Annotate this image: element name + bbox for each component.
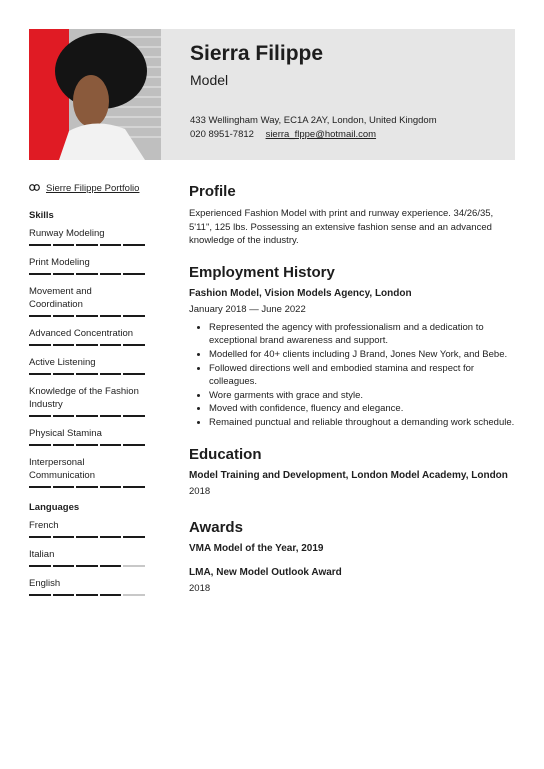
profile-text: Experienced Fashion Model with print and runway experience. 34/26/35, 5'11", 125 lbs. Possessing an extensive fashion sense and an advanced knowledge of the industry.	[189, 208, 494, 247]
level-segment	[123, 536, 145, 538]
level-segment	[29, 486, 51, 488]
skill-item	[29, 456, 145, 488]
level-segment	[100, 315, 122, 317]
skill-item	[29, 256, 145, 275]
level-segment	[76, 565, 98, 567]
level-segment	[123, 373, 145, 375]
level-segment	[100, 444, 122, 446]
header	[161, 29, 515, 160]
level-segment	[76, 415, 98, 417]
person-name: Sierra Filippe	[190, 42, 324, 65]
level-segment	[123, 344, 145, 346]
level-segment	[100, 415, 122, 417]
level-segment	[76, 244, 98, 246]
language-item	[29, 577, 145, 596]
level-segment	[53, 444, 75, 446]
level-bar	[29, 444, 145, 446]
skill-item-label: Print Modeling	[29, 257, 90, 268]
skills-heading: Skills	[29, 210, 54, 221]
job-dates: January 2018 — June 2022	[189, 303, 306, 315]
portfolio-link[interactable]	[29, 183, 145, 194]
level-bar	[29, 594, 145, 596]
level-segment	[29, 536, 51, 538]
level-bar	[29, 273, 145, 275]
link-icon	[29, 183, 40, 194]
level-bar	[29, 344, 145, 346]
level-segment	[53, 415, 75, 417]
level-segment	[76, 273, 98, 275]
skill-item	[29, 327, 145, 346]
level-bar	[29, 315, 145, 317]
language-item	[29, 548, 145, 567]
award-entry: LMA, New Model Outlook Award	[189, 566, 342, 578]
level-segment	[29, 315, 51, 317]
level-segment	[100, 344, 122, 346]
skill-item	[29, 285, 145, 317]
level-segment	[100, 244, 122, 246]
level-segment	[100, 594, 122, 596]
level-bar	[29, 486, 145, 488]
level-segment	[53, 373, 75, 375]
level-segment	[29, 415, 51, 417]
level-segment	[76, 373, 98, 375]
contact-line	[190, 129, 376, 140]
level-segment	[100, 486, 122, 488]
level-segment	[123, 315, 145, 317]
level-segment	[76, 344, 98, 346]
list-item: • Followed directions well and embodied stamina and respect for colleagues.	[209, 362, 515, 389]
education-heading: Education	[189, 445, 262, 463]
language-item	[29, 519, 145, 538]
level-bar	[29, 373, 145, 375]
languages-list	[29, 519, 145, 596]
level-segment	[76, 594, 98, 596]
sidebar	[29, 183, 145, 606]
skill-item-label: Physical Stamina	[29, 428, 102, 439]
employment-heading: Employment History	[189, 263, 335, 281]
education-entry: Model Training and Development, London Model Academy, London	[189, 469, 508, 481]
level-segment	[100, 536, 122, 538]
level-segment	[76, 444, 98, 446]
award-year: 2018	[189, 582, 211, 594]
level-segment	[100, 373, 122, 375]
level-segment	[53, 565, 75, 567]
list-item: • Remained punctual and reliable throughout a demanding work schedule.	[209, 416, 515, 430]
level-segment	[123, 444, 145, 446]
level-segment	[29, 565, 51, 567]
level-segment	[76, 536, 98, 538]
list-item: • Wore garments with grace and style.	[209, 389, 515, 403]
list-item: • Represented the agency with professionalism and a dedication to exceptional brand awareness and support.	[209, 321, 515, 348]
level-segment	[123, 244, 145, 246]
email-link[interactable]: sierra_flppe@hotmail.com	[265, 129, 377, 140]
level-segment	[53, 273, 75, 275]
language-item-label: French	[29, 520, 59, 531]
level-segment	[29, 444, 51, 446]
languages-heading: Languages	[29, 502, 80, 513]
language-item-label: Italian	[29, 549, 55, 560]
level-segment	[53, 486, 75, 488]
level-segment	[53, 315, 75, 317]
job-title: Fashion Model, Vision Models Agency, London	[189, 287, 412, 299]
level-segment	[123, 415, 145, 417]
level-segment	[123, 594, 145, 596]
level-segment	[29, 344, 51, 346]
level-bar	[29, 415, 145, 417]
skill-item	[29, 227, 145, 246]
level-segment	[53, 536, 75, 538]
level-segment	[29, 373, 51, 375]
education-year: 2018	[189, 485, 211, 497]
level-segment	[29, 273, 51, 275]
level-segment	[123, 273, 145, 275]
job-bullets	[189, 321, 515, 430]
award-entry: VMA Model of the Year, 2019	[189, 542, 324, 554]
language-item-label: English	[29, 578, 61, 589]
phone: 020 8951-7812	[190, 129, 254, 140]
skill-item-label: Advanced Concentration	[29, 328, 134, 339]
skill-item	[29, 427, 145, 446]
level-segment	[76, 486, 98, 488]
skill-item	[29, 356, 145, 375]
level-segment	[100, 565, 122, 567]
profile-heading: Profile	[189, 183, 236, 200]
level-segment	[100, 273, 122, 275]
level-bar	[29, 536, 145, 538]
skill-item-label: Runway Modeling	[29, 228, 105, 239]
level-bar	[29, 244, 145, 246]
skill-item-label: Interpersonal Communication	[29, 457, 95, 481]
level-segment	[53, 594, 75, 596]
level-segment	[123, 565, 145, 567]
list-item: • Modelled for 40+ clients including J Brand, Jones New York, and Bebe.	[209, 348, 515, 362]
skill-item	[29, 385, 145, 417]
skill-item-label: Knowledge of the Fashion Industry	[29, 386, 139, 410]
skills-list	[29, 227, 145, 488]
profile-photo	[29, 29, 161, 160]
list-item: • Moved with confidence, fluency and elegance.	[209, 402, 515, 416]
level-segment	[76, 315, 98, 317]
level-segment	[29, 594, 51, 596]
skill-item-label: Movement and Coordination	[29, 286, 92, 310]
portfolio-label[interactable]: Sierre Filippe Portfolio	[46, 183, 140, 194]
skill-item-label: Active Listening	[29, 357, 96, 368]
awards-heading: Awards	[189, 518, 243, 536]
job-role: Model	[190, 72, 229, 88]
level-segment	[123, 486, 145, 488]
main-content	[189, 183, 515, 600]
level-bar	[29, 565, 145, 567]
level-segment	[53, 344, 75, 346]
level-segment	[53, 244, 75, 246]
level-segment	[29, 244, 51, 246]
address: 433 Wellingham Way, EC1A 2AY, London, United Kingdom	[190, 115, 437, 126]
